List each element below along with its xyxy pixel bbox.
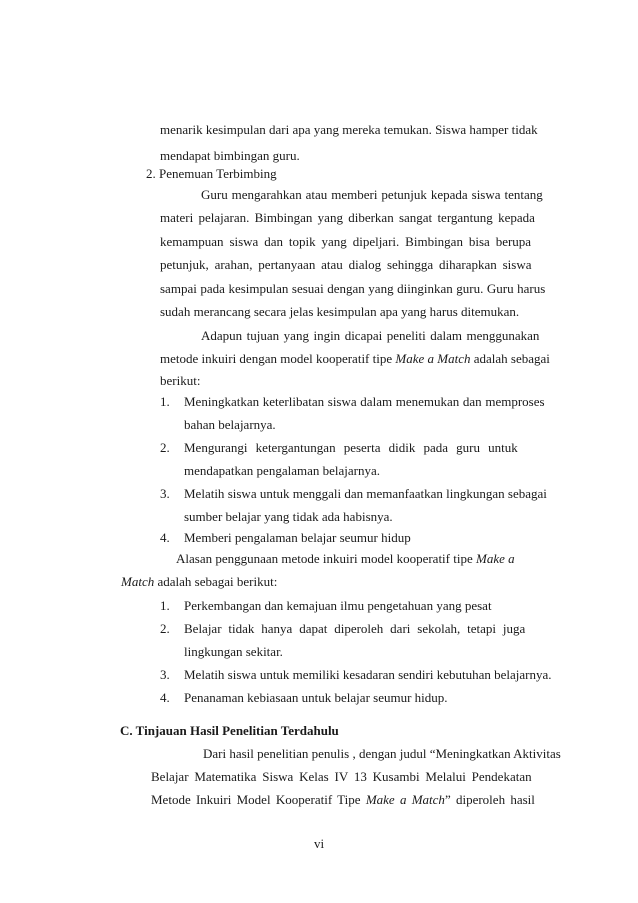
text-line bbox=[160, 148, 300, 164]
list-text: Penanaman kebiasaan untuk belajar seumur hidup. bbox=[184, 690, 448, 705]
section-heading bbox=[120, 723, 339, 739]
heading-text: C. Tinjauan Hasil Penelitian Terdahulu bbox=[120, 723, 339, 738]
text-line bbox=[121, 574, 277, 590]
list-item bbox=[160, 621, 547, 637]
list-text: Mengurangi ketergantungan peserta didik pada guru untuk bbox=[184, 440, 518, 455]
line-text-italic: Make a bbox=[476, 551, 515, 566]
list-number: 1. bbox=[160, 598, 170, 613]
text-line bbox=[160, 122, 547, 138]
line-text: petunjuk, arahan, pertanyaan atau dialog sehingga diharapkan siswa bbox=[160, 257, 532, 272]
text-line bbox=[201, 187, 547, 203]
text-line bbox=[160, 210, 547, 226]
line-text: Guru mengarahkan atau memberi petunjuk kepada siswa tentang bbox=[201, 187, 543, 202]
text-line bbox=[160, 281, 547, 297]
text-line bbox=[151, 769, 547, 785]
line-text: Belajar Matematika Siswa Kelas IV 13 Kusambi Melalui Pendekatan bbox=[151, 769, 532, 784]
list-text: Melatih siswa untuk memiliki kesadaran sendiri kebutuhan belajarnya. bbox=[184, 667, 552, 682]
line-text-italic: Match bbox=[121, 574, 155, 589]
text-line bbox=[160, 234, 547, 250]
text-line bbox=[160, 373, 200, 389]
list-text: mendapatkan pengalaman belajarnya. bbox=[184, 463, 380, 478]
list-text: Perkembangan dan kemajuan ilmu pengetahuan yang pesat bbox=[184, 598, 492, 613]
line-text-pre: Metode Inkuiri Model Kooperatif Tipe bbox=[151, 792, 366, 807]
page-number: vi bbox=[313, 836, 325, 851]
line-text-pre: metode inkuiri dengan model kooperatif tipe bbox=[160, 351, 396, 366]
list-item bbox=[160, 394, 547, 410]
text-line bbox=[203, 746, 561, 762]
line-text: berikut: bbox=[160, 373, 201, 388]
list-item-continued bbox=[184, 509, 393, 525]
list-text: sumber belajar yang tidak ada habisnya. bbox=[184, 509, 393, 524]
line-text: materi pelajaran. Bimbingan yang diberkan sangat tergantung kepada bbox=[160, 210, 535, 225]
list-item-continued bbox=[184, 417, 276, 433]
list-text: Meningkatkan keterlibatan siswa dalam menemukan dan memproses bbox=[184, 394, 545, 409]
line-text-post: ” diperoleh hasil bbox=[444, 792, 535, 807]
line-text: sudah merancang secara jelas kesimpulan apa yang harus ditemukan. bbox=[160, 304, 520, 319]
line-text-post: adalah sebagai bbox=[470, 351, 550, 366]
line-text: 2. Penemuan Terbimbing bbox=[146, 166, 277, 181]
line-text: mendapat bimbingan guru. bbox=[160, 148, 300, 163]
list-item-continued bbox=[184, 644, 283, 660]
list-number: 4. bbox=[160, 690, 170, 705]
line-text: kemampuan siswa dan topik yang dipeljari. Bimbingan bisa berupa bbox=[160, 234, 532, 249]
list-text: lingkungan sekitar. bbox=[184, 644, 283, 659]
text-line bbox=[160, 304, 519, 320]
text-line bbox=[176, 551, 515, 567]
list-text: bahan belajarnya. bbox=[184, 417, 276, 432]
text-line bbox=[151, 792, 547, 808]
line-text-post: adalah sebagai berikut: bbox=[154, 574, 278, 589]
list-item-continued bbox=[184, 463, 380, 479]
list-item bbox=[160, 690, 448, 706]
list-number: 2. bbox=[160, 621, 170, 636]
list-text: Melatih siswa untuk menggali dan memanfaatkan lingkungan sebagai bbox=[184, 486, 547, 501]
text-line bbox=[160, 257, 547, 273]
text-line bbox=[201, 328, 547, 344]
list-item bbox=[160, 440, 547, 456]
list-number: 3. bbox=[160, 486, 170, 501]
list-item bbox=[160, 486, 547, 502]
line-text-italic: Make a Match bbox=[365, 792, 445, 807]
list-item bbox=[160, 667, 552, 683]
list-number: 2. bbox=[160, 440, 170, 455]
line-text: sampai pada kesimpulan sesuai dengan yang diinginkan guru. Guru harus bbox=[160, 281, 546, 296]
list-number: 3. bbox=[160, 667, 170, 682]
subheading bbox=[146, 166, 277, 182]
list-item bbox=[160, 598, 492, 614]
line-text: Adapun tujuan yang ingin dicapai peneliti dalam menggunakan bbox=[201, 328, 540, 343]
line-text: Dari hasil penelitian penulis , dengan judul “Meningkatkan Aktivitas bbox=[203, 746, 561, 761]
list-number: 1. bbox=[160, 394, 170, 409]
list-text: Memberi pengalaman belajar seumur hidup bbox=[184, 530, 411, 545]
list-number: 4. bbox=[160, 530, 170, 545]
list-text: Belajar tidak hanya dapat diperoleh dari sekolah, tetapi juga bbox=[184, 621, 526, 636]
text-line bbox=[160, 351, 550, 367]
line-text: menarik kesimpulan dari apa yang mereka temukan. Siswa hamper tidak bbox=[160, 122, 538, 137]
line-text-pre: Alasan penggunaan metode inkuiri model kooperatif tipe bbox=[176, 551, 476, 566]
line-text-italic: Make a Match bbox=[395, 351, 471, 366]
list-item bbox=[160, 530, 411, 546]
